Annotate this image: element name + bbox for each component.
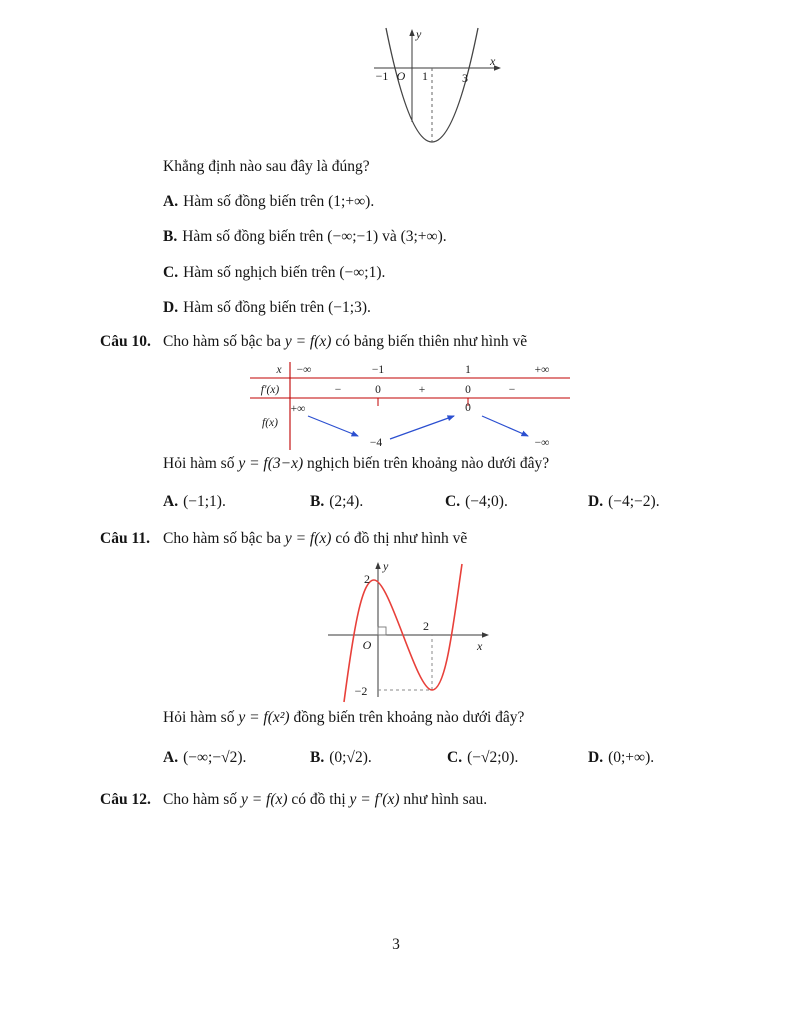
variation-arrow-up: [390, 416, 454, 439]
table-x-label: x: [276, 364, 282, 376]
option-d-text: (−4;−2).: [608, 493, 660, 510]
x-value-neg-inf: −∞: [296, 364, 312, 376]
question9-option-b: [163, 228, 447, 246]
question9-option-a: [163, 193, 374, 211]
x-value-pos-inf: +∞: [534, 364, 550, 376]
question10-option-a: [163, 493, 226, 511]
stem-math-1: y = f(x): [240, 791, 288, 808]
option-b-text: (2;4).: [329, 493, 364, 510]
prompt-math: y = f(x²): [238, 709, 290, 726]
prompt-math: y = f(3−x): [238, 455, 304, 472]
stem-text-pre: Cho hàm số bậc ba: [163, 333, 285, 350]
page-number: 3: [392, 936, 400, 953]
option-a-label: A.: [163, 749, 179, 766]
x-axis-label: x: [490, 54, 496, 68]
f-value-top-left: +∞: [290, 403, 306, 415]
question10-option-d: [588, 493, 660, 511]
prompt-text-pre: Hỏi hàm số: [163, 709, 239, 726]
table-fprime-label: f′(x): [260, 384, 280, 396]
stem-text-mid: có đồ thị: [287, 791, 350, 808]
parabola-figure: [368, 24, 508, 150]
tick-label-neg1: −1: [375, 69, 389, 83]
y-axis-label: y: [416, 27, 422, 41]
option-b-label: B.: [163, 228, 178, 245]
y-max-label: 2: [364, 572, 370, 586]
prompt-text-post: nghịch biến trên khoảng nào dưới đây?: [303, 455, 550, 472]
question11-option-a: [163, 749, 246, 767]
stem-text-post: có bảng biến thiên như hình vẽ: [331, 333, 528, 350]
option-b-label: B.: [310, 749, 325, 766]
stem-text-post: như hình sau.: [399, 791, 488, 808]
f-value-max: 0: [465, 402, 471, 414]
question11-option-b: [310, 749, 372, 767]
option-a-label: A.: [163, 193, 179, 210]
sign-3: +: [418, 384, 426, 396]
option-a-text: (−1;1).: [183, 493, 226, 510]
prompt-text-post: đồng biến trên khoảng nào dưới đây?: [289, 709, 525, 726]
option-a-text: Hàm số đồng biến trên (1;+∞).: [183, 193, 375, 210]
option-c-text: Hàm số nghịch biến trên (−∞;1).: [183, 264, 386, 281]
question11-option-c: [447, 749, 518, 767]
y-min-label: −2: [354, 684, 368, 698]
y-axis-arrow-icon: [409, 29, 414, 36]
stem-text-pre: Cho hàm số: [163, 791, 241, 808]
question9-option-c: [163, 264, 385, 282]
sign-1: −: [334, 384, 342, 396]
option-b-label: B.: [310, 493, 325, 510]
cubic-curve: [344, 564, 462, 702]
cubic-graph-figure: [320, 556, 500, 704]
question10-option-b: [310, 493, 363, 511]
prompt-text-pre: Hỏi hàm số: [163, 455, 239, 472]
variation-arrow-down-1: [308, 416, 358, 436]
origin-label: O: [396, 69, 406, 83]
x-tick-label: 2: [423, 619, 429, 633]
tick-label-3: 3: [462, 71, 468, 85]
question12-number: Câu 12.: [100, 791, 151, 808]
question10-option-c: [445, 493, 508, 511]
sign-4: 0: [465, 384, 471, 396]
option-d-text: Hàm số đồng biến trên (−1;3).: [183, 299, 371, 316]
variation-arrow-down-2: [482, 416, 528, 436]
option-b-text: Hàm số đồng biến trên (−∞;−1) và (3;+∞).: [182, 228, 447, 245]
question10-number: Câu 10.: [100, 333, 151, 350]
y-axis-label: y: [383, 559, 389, 573]
y-axis-arrow-icon: [375, 562, 380, 569]
option-a-label: A.: [163, 493, 179, 510]
origin-label: O: [362, 638, 372, 652]
option-c-label: C.: [163, 264, 179, 281]
option-d-label: D.: [588, 749, 604, 766]
f-value-min: −4: [369, 437, 383, 449]
question10-prompt: [163, 455, 549, 473]
option-a-text: (−∞;−√2).: [183, 749, 247, 766]
question9-prompt: Khẳng định nào sau đây là đúng?: [163, 158, 370, 175]
variation-table-figure: [250, 360, 570, 452]
f-value-bottom-right: −∞: [534, 437, 550, 449]
stem-math: y = f(x): [284, 530, 332, 547]
right-angle-mark: [378, 627, 386, 635]
question12-stem: [100, 791, 487, 809]
tick-label-1: 1: [422, 69, 428, 83]
x-value-neg1: −1: [371, 364, 385, 376]
question10-stem: [100, 333, 527, 351]
question11-stem: [100, 530, 467, 548]
option-c-text: (−√2;0).: [467, 749, 519, 766]
sign-2: 0: [375, 384, 381, 396]
stem-text-post: có đồ thị như hình vẽ: [331, 530, 468, 547]
x-value-1: 1: [465, 364, 471, 376]
question9-option-d: [163, 299, 371, 317]
x-axis-label: x: [477, 639, 483, 653]
option-d-text: (0;+∞).: [608, 749, 655, 766]
x-axis-arrow-icon: [482, 632, 489, 637]
stem-math-2: y = f′(x): [349, 791, 400, 808]
option-c-label: C.: [447, 749, 463, 766]
question11-number: Câu 11.: [100, 530, 150, 547]
question11-prompt: [163, 709, 524, 727]
option-d-label: D.: [588, 493, 604, 510]
sign-5: −: [508, 384, 516, 396]
option-b-text: (0;√2).: [329, 749, 372, 766]
stem-text-pre: Cho hàm số bậc ba: [163, 530, 285, 547]
option-d-label: D.: [163, 299, 179, 316]
question11-option-d: [588, 749, 654, 767]
option-c-text: (−4;0).: [465, 493, 508, 510]
option-c-label: C.: [445, 493, 461, 510]
stem-math: y = f(x): [284, 333, 332, 350]
table-f-label: f(x): [262, 417, 278, 429]
